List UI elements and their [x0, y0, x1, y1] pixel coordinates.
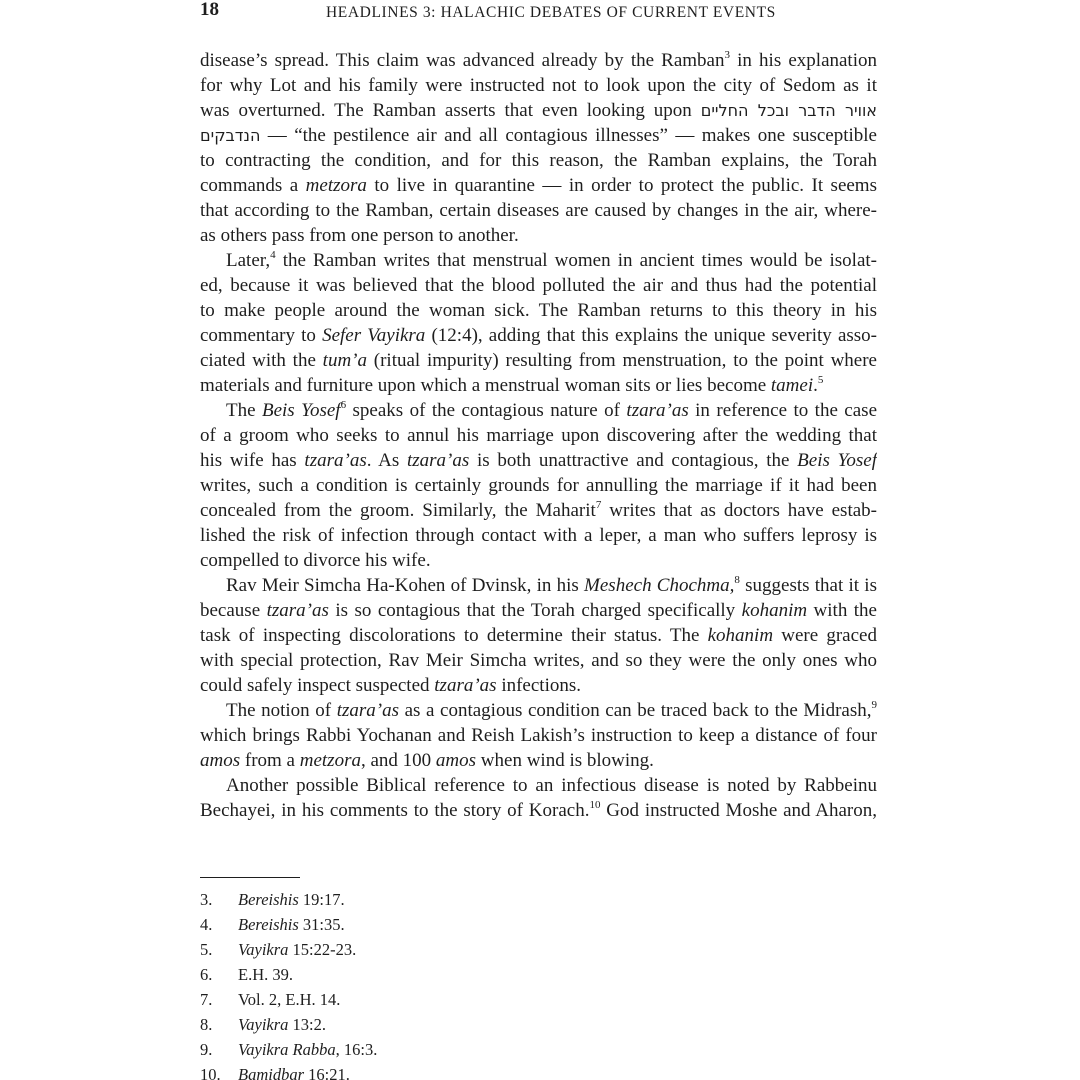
text-run: The [226, 400, 262, 421]
text-run: (12:4), adding that this explains the unique severity asso- [425, 325, 877, 346]
footnote [200, 887, 877, 912]
italic-text: Bereishis [238, 890, 299, 909]
text-run: writes, such a condition is certainly grounds for annulling the marriage if it had been [200, 475, 877, 496]
italic-text: tzara’as [336, 700, 399, 721]
italic-text: Vayikra [238, 940, 289, 959]
text-run: Vol. 2, E.H. 14. [238, 990, 341, 1009]
footnotes-list [200, 887, 877, 1080]
footnote [200, 962, 877, 987]
footnote-number: 5. [200, 940, 213, 959]
text-run: suggests that it is [739, 575, 877, 596]
italic-text: tamei [770, 375, 814, 396]
text-run: with special protection, Rav Meir Simcha writes, and so they were the only ones who [200, 650, 877, 671]
text-line [200, 348, 877, 373]
text-line [200, 373, 877, 398]
text-run: , and 100 [360, 750, 436, 771]
text-line [200, 473, 877, 498]
italic-text: Sefer Vayikra [322, 325, 426, 346]
text-run: 16:21. [304, 1065, 350, 1080]
text-run: E.H. 39. [238, 965, 293, 984]
text-line [200, 673, 877, 698]
text-run: to contracting the condition, and for this reason, the Ramban explains, the Torah [200, 150, 877, 171]
text-line [200, 723, 877, 748]
text-run: 15:22-23. [288, 940, 357, 959]
footnote-reference[interactable]: 10 [589, 798, 601, 811]
text-run: when wind is blowing. [476, 750, 654, 771]
text-run: , 16:3. [335, 1040, 378, 1059]
footnote-number: 3. [200, 890, 213, 909]
text-run: that according to the Ramban, certain diseases are caused by changes in the air, where- [200, 200, 877, 221]
text-run: task of inspecting discolorations to determine their status. The [200, 625, 708, 646]
text-run: lished the risk of infection through contact with a leper, a man who suffers leprosy is [200, 525, 877, 546]
text-run: infections. [496, 675, 581, 696]
text-line [200, 323, 877, 348]
text-line [200, 448, 877, 473]
footnote [200, 912, 877, 937]
text-run: Later, [226, 250, 271, 271]
footnote-reference[interactable]: 9 [871, 698, 877, 711]
text-run: Bechayei, in his comments to the story of Korach. [200, 800, 590, 821]
italic-text: tzara’as [304, 450, 367, 471]
text-line [200, 298, 877, 323]
text-line [200, 548, 877, 573]
text-run: to live in quarantine — in order to protect the public. It seems [366, 175, 877, 196]
text-run: compelled to divorce his wife. [200, 550, 431, 571]
text-line [200, 248, 877, 273]
text-run: ed, because it was believed that the blood polluted the air and thus had the potential [200, 275, 877, 296]
italic-text: tzara’as [406, 450, 470, 471]
text-run: in reference to the case [688, 400, 877, 421]
text-run: was overturned. The Ramban asserts that even looking upon [200, 100, 701, 121]
text-run: ciated with the [200, 350, 323, 371]
text-run: of a groom who seeks to annul his marriage upon discovering after the wedding that [200, 425, 877, 446]
italic-text: Beis Yosef [261, 400, 341, 421]
text-run: his wife has [200, 450, 305, 471]
text-run: from a [240, 750, 300, 771]
text-line [200, 773, 877, 798]
text-run: 31:35. [298, 915, 345, 934]
text-line [200, 423, 877, 448]
footnote-number: 7. [200, 990, 213, 1009]
text-run: . As [366, 450, 407, 471]
page-number: 18 [200, 0, 219, 20]
text-line [200, 273, 877, 298]
italic-text: amos [435, 750, 477, 771]
text-run: concealed from the groom. Similarly, the Maharit [200, 500, 596, 521]
italic-text: Bamidbar [238, 1065, 304, 1080]
text-run: writes that as doctors have estab- [601, 500, 877, 521]
text-line [200, 798, 877, 823]
text-line [200, 598, 877, 623]
footnote-reference[interactable]: 5 [817, 373, 824, 386]
footnote-reference[interactable]: 6 [340, 398, 347, 411]
italic-text: kohanim [741, 600, 808, 621]
text-line [200, 523, 877, 548]
text-line [200, 398, 877, 423]
italic-text: tzara’as [626, 400, 689, 421]
text-run: with the [807, 600, 877, 621]
italic-text: tzara’as [266, 600, 329, 621]
italic-text: tum’a [322, 350, 367, 371]
text-run: could safely inspect suspected [200, 675, 435, 696]
italic-text: kohanim [707, 625, 774, 646]
text-run: is so contagious that the Torah charged specifically [328, 600, 742, 621]
text-run: to make people around the woman sick. The Ramban returns to this theory in his [200, 300, 877, 321]
footnote [200, 1037, 877, 1062]
footnote [200, 1012, 877, 1037]
text-run: The notion of [226, 700, 337, 721]
italic-text: metzora [299, 750, 361, 771]
footnote-number: 6. [200, 965, 213, 984]
running-head: HEADLINES 3: HALACHIC DEBATES OF CURRENT EVENTS [326, 4, 776, 21]
footnote-number: 4. [200, 915, 213, 934]
footnote-number: 10. [200, 1065, 221, 1080]
footnote-reference[interactable]: 8 [734, 573, 740, 586]
text-line [200, 648, 877, 673]
body-text [200, 48, 877, 823]
footnote-reference[interactable]: 7 [595, 498, 602, 511]
text-run: commentary to [200, 325, 323, 346]
text-line [200, 98, 877, 123]
hebrew-quote: אוויר הדבר ובכל החליים [700, 101, 877, 120]
text-line [200, 173, 877, 198]
italic-text: Vayikra Rabba [238, 1040, 336, 1059]
text-line [200, 48, 877, 73]
text-line [200, 223, 877, 248]
footnote-reference[interactable]: 4 [270, 248, 276, 261]
text-run: Another possible Biblical reference to an infectious disease is noted by Rabbeinu [226, 775, 877, 796]
italic-text: Meshech Chochma, [584, 575, 735, 596]
footnote [200, 1062, 877, 1080]
footnote-number: 9. [200, 1040, 213, 1059]
text-run: in his explanation [729, 50, 877, 71]
italic-text: amos [200, 750, 241, 771]
text-run: were graced [773, 625, 877, 646]
text-line [200, 498, 877, 523]
footnote-divider [200, 877, 300, 878]
text-line [200, 698, 877, 723]
text-run: . [813, 375, 818, 396]
text-run: speaks of the contagious nature of [346, 400, 627, 421]
text-run: commands a [200, 175, 306, 196]
text-line [200, 748, 877, 773]
italic-text: tzara’as [434, 675, 497, 696]
text-line [200, 148, 877, 173]
text-line [200, 573, 877, 598]
text-line [200, 73, 877, 98]
text-run: — “the pestilence air and all contagious illnesses” — makes one susceptible [260, 125, 877, 146]
italic-text: Bereishis [238, 915, 299, 934]
text-run: disease’s spread. This claim was advanced already by the Ramban [200, 50, 725, 71]
text-run: the Ramban writes that menstrual women in ancient times would be isolat- [275, 250, 877, 271]
text-line [200, 623, 877, 648]
text-run: materials and furniture upon which a menstrual woman sits or lies become [200, 375, 771, 396]
italic-text: Vayikra [238, 1015, 289, 1034]
text-run: 19:17. [298, 890, 345, 909]
hebrew-quote: הנדבקים [200, 126, 261, 145]
text-line [200, 198, 877, 223]
text-run: as a contagious condition can be traced back to the Midrash, [399, 700, 872, 721]
text-run: is both unattractive and contagious, the [469, 450, 798, 471]
text-run: which brings Rabbi Yochanan and Reish Lakish’s instruction to keep a distance of four [200, 725, 877, 746]
text-run: Rav Meir Simcha Ha-Kohen of Dvinsk, in his [226, 575, 585, 596]
text-run: 13:2. [288, 1015, 326, 1034]
footnote-reference[interactable]: 3 [724, 48, 730, 61]
text-run: God instructed Moshe and Aharon, [600, 800, 877, 821]
text-line [200, 123, 877, 148]
text-run: as others pass from one person to another. [200, 225, 519, 246]
italic-text: Beis Yosef [797, 450, 877, 471]
footnote-number: 8. [200, 1015, 213, 1034]
text-run: (ritual impurity) resulting from menstruation, to the point where [367, 350, 877, 371]
footnote [200, 937, 877, 962]
text-run: because [200, 600, 267, 621]
footnote [200, 987, 877, 1012]
text-run: for why Lot and his family were instructed not to look upon the city of Sedom as it [200, 75, 877, 96]
italic-text: metzora [305, 175, 367, 196]
